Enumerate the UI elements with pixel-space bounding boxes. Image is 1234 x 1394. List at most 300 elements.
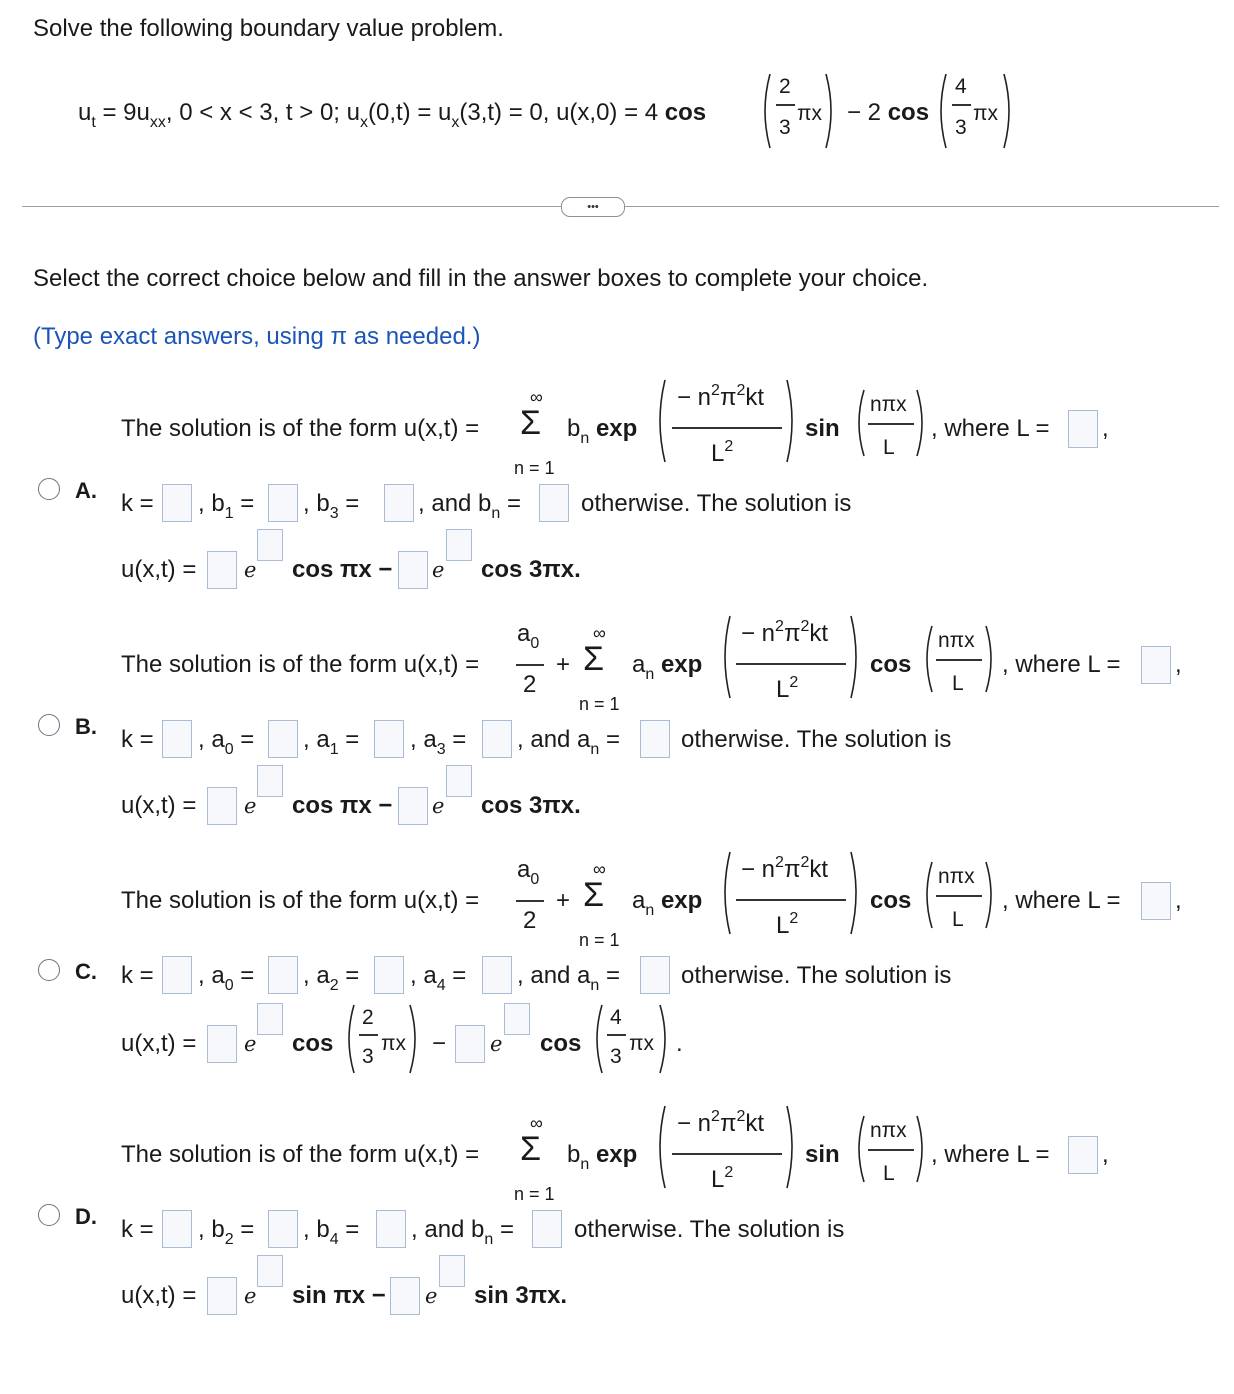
d-L-input[interactable] [1068,1136,1098,1174]
c-coef-sub: n [645,902,655,919]
a-exp-den [711,438,734,467]
c-comma0: , [198,962,205,989]
b-exp-kt: kt [809,620,829,647]
eq-sub-t: t [91,114,96,131]
a-exp-bar [672,427,782,429]
c-exp-kt: kt [809,856,829,883]
b-and-an: and a [530,726,591,753]
b-coef2-input[interactable] [398,787,428,825]
c-a0 [517,856,540,888]
left-paren-1 [760,72,772,150]
c-f2-num: 4 [610,1006,622,1029]
choice-b-letter: B. [75,714,97,739]
c-c1-a: a [316,962,330,989]
b-otherwise: otherwise. The solution is [681,726,952,753]
d-comma1: , [198,1216,205,1243]
b-exp-den-L: L [776,676,790,703]
c-c0-label [198,962,255,994]
b-exp1-input[interactable] [257,765,283,797]
c-f1-pix: πx [381,1032,406,1055]
type-hint: (Type exact answers, using π as needed.) [33,323,481,350]
b-exp2-input[interactable] [446,765,472,797]
c-period: . [676,1030,683,1057]
d-exp-den-L: L [711,1166,725,1193]
a-exp-den-L: L [711,440,725,467]
a-coef-b: b [567,415,581,442]
d-e1: e [244,1284,257,1308]
frac1-pix: πx [797,102,822,125]
b-c2-sub: 3 [436,741,446,758]
d-exp-bar [672,1153,782,1155]
d-c1-label [198,1216,255,1248]
b-arg-rparen [984,624,996,694]
a-exp-num-n: − n [677,384,712,411]
c-arg-lparen [922,860,934,930]
a-c2-label [303,490,360,522]
c-f2-bar [607,1034,626,1036]
d-exp-rparen [785,1104,797,1190]
radio-c[interactable] [38,959,60,981]
a-sum-inf: ∞ [530,387,543,407]
b-e2: e [432,794,445,818]
c-a4-input[interactable] [482,956,512,994]
eq-sub-x2: x [451,114,460,131]
a-arg-num: nπx [870,393,907,416]
a-exp-kt: kt [745,384,765,411]
c-u-label: u(x,t) = [121,1030,197,1057]
c-exp-rparen [849,850,861,936]
c-f1-den: 3 [362,1045,374,1068]
b-exp-den-sup: 2 [789,674,799,691]
a-and-label [418,490,521,522]
a-exp-pi: π [719,384,737,411]
d-exp1-input[interactable] [257,1255,283,1287]
a-k-label: k = [121,490,154,517]
eq-9u: = 9u [95,99,150,126]
d-c2-label [303,1216,360,1248]
c-arg-bar [936,895,982,897]
c-u-rparen2 [658,1003,670,1075]
b-where: , where L = [1002,651,1121,678]
a-e1: e [244,558,257,582]
b-coef [632,651,703,683]
c-coef1-input[interactable] [207,1025,237,1063]
a-c1-label [198,490,255,522]
b-comma-end: , [1175,651,1182,678]
c-exp-lparen [720,850,732,936]
c-f2-pix: πx [629,1032,654,1055]
d-coef-sub: n [580,1156,590,1173]
a-exp-sup2: 2 [736,382,746,399]
eq-sub-x1: x [359,114,368,131]
d-c2-eq: = [345,1216,360,1243]
eq-bc2: (3,t) = 0, u(x,0) = 4 [459,99,659,126]
d-comma-end: , [1102,1141,1109,1168]
a-comma1: , [198,490,205,517]
c-c0-sub: 0 [224,977,234,994]
a-comma2: , [303,490,310,517]
b-exp-num-n: − n [741,620,776,647]
c-f2-den: 3 [610,1045,622,1068]
c-a0-sub: 0 [530,871,540,888]
b-u-label: u(x,t) = [121,792,197,819]
b-a1-input[interactable] [374,720,404,758]
b-c2-label [410,726,467,758]
b-coef1-input[interactable] [207,787,237,825]
b-term2: cos 3πx. [481,792,581,819]
c-and-label [517,962,620,994]
c-exp-den-L: L [776,912,790,939]
instruction: Solve the following boundary value problem. [33,15,504,42]
a-trig: sin [805,415,840,442]
b-a0-bar [516,664,544,666]
c-minus: − [432,1030,447,1057]
a-exp-num [677,382,765,411]
b-a0-input[interactable] [268,720,298,758]
b-c1-label [303,726,360,758]
c-arg-num: nπx [938,865,975,888]
frac1-den: 3 [779,116,791,139]
a-otherwise: otherwise. The solution is [581,490,852,517]
c-u-lparen2 [592,1003,604,1075]
a-exp2-input[interactable] [446,529,472,561]
b-a0 [517,620,540,652]
more-button[interactable]: ••• [561,197,625,217]
b-a0-sub: 0 [530,635,540,652]
a-where: , where L = [931,415,1050,442]
b-exp-sup1: 2 [775,618,784,635]
d-k-input[interactable] [162,1210,192,1248]
b-c1-eq: = [345,726,360,753]
c-c0-eq: = [240,962,255,989]
b-two: 2 [523,671,537,698]
eq-domain: , 0 < x < 3, t > 0; u [165,99,360,126]
c-cos1: cos [292,1030,334,1057]
a-comma3: , [418,490,425,517]
c-a0-bar [516,900,544,902]
c-a0-a: a [517,856,531,883]
d-exp-num [677,1108,765,1137]
d-arg-num: nπx [870,1119,907,1142]
b-k-input[interactable] [162,720,192,758]
c-exp-sup1: 2 [775,854,784,871]
frac2-bar [952,104,971,106]
c-comma3: , [517,962,524,989]
d-arg-rparen [915,1114,927,1184]
a-exp1-input[interactable] [257,529,283,561]
d-arg-lparen [854,1114,866,1184]
c-exp-bar [736,899,846,901]
d-exp-lparen [655,1104,667,1190]
b-k-label: k = [121,726,154,753]
d-trig: sin [805,1141,840,1168]
c-sum-n1: n = 1 [579,930,620,950]
c-and-sub: n [590,977,600,994]
a-and-sub: n [491,505,501,522]
c-coef-a: a [632,887,646,914]
d-sum-n1: n = 1 [514,1184,555,1204]
c-trig: cos [870,887,912,914]
b-exp-sup2: 2 [800,618,810,635]
a-sum-n1: n = 1 [514,458,555,478]
d-where: , where L = [931,1141,1050,1168]
b-sum-n1: n = 1 [579,694,620,714]
c-where: , where L = [1002,887,1121,914]
b-comma0: , [198,726,205,753]
b-trig: cos [870,651,912,678]
c-c2-sub: 4 [436,977,446,994]
c-sigma: Σ [583,876,605,914]
eq-cos1: cos [664,99,707,126]
a-b1-input[interactable] [268,484,298,522]
c-exp-label: exp [660,887,703,914]
d-exp-den [711,1164,734,1193]
b-arg-lparen [922,624,934,694]
d-sigma: Σ [520,1130,542,1168]
b-c0-label [198,726,255,758]
d-b4-input[interactable] [376,1210,406,1248]
radio-b[interactable] [38,714,60,736]
c-coef2-input[interactable] [455,1025,485,1063]
d-u-label: u(x,t) = [121,1282,197,1309]
c-c0-a: a [211,962,225,989]
d-sum-inf: ∞ [530,1113,543,1133]
b-exp-bar [736,663,846,665]
b-an-input[interactable] [640,720,670,758]
a-b3-input[interactable] [384,484,414,522]
d-and-bn: and b [424,1216,485,1243]
a-u-label: u(x,t) = [121,556,197,583]
a-exp-rparen [785,378,797,464]
a-k-input[interactable] [162,484,192,522]
c-exp1-input[interactable] [257,1003,283,1035]
b-a3-input[interactable] [482,720,512,758]
a-c1-b: b [211,490,225,517]
a-c1-eq: = [240,490,255,517]
a-c2-sub: 3 [329,505,339,522]
b-and-eq: = [605,726,620,753]
d-c1-b: b [211,1216,225,1243]
a-and-eq: = [506,490,521,517]
d-comma2: , [303,1216,310,1243]
d-exp2-input[interactable] [439,1255,465,1287]
b-exp-lparen [720,614,732,700]
c-a2-input[interactable] [374,956,404,994]
b-comma2: , [410,726,417,753]
eq-bc1: (0,t) = u [367,99,452,126]
c-comma-end: , [1175,887,1182,914]
d-exp-den-sup: 2 [724,1164,734,1181]
c-e2: e [490,1032,503,1056]
c-two: 2 [523,907,537,934]
a-form-prefix: The solution is of the form u(x,t) = [121,415,480,442]
c-arg-den: L [952,908,964,931]
a-and-bn: and b [431,490,492,517]
a-comma-end: , [1102,415,1109,442]
d-and-sub: n [484,1231,494,1248]
frac2-pix: πx [973,102,998,125]
choice-a-letter: A. [75,478,97,503]
d-coef-b: b [567,1141,581,1168]
a-coef-sub: n [580,430,590,447]
c-L-input[interactable] [1141,882,1171,920]
b-e1: e [244,794,257,818]
b-c0-eq: = [240,726,255,753]
d-exp-kt: kt [745,1110,765,1137]
b-arg-den: L [952,672,964,695]
d-b2-input[interactable] [268,1210,298,1248]
b-term1: cos πx − [292,792,393,819]
b-c1-a: a [316,726,330,753]
b-exp-label: exp [660,651,703,678]
c-arg-rparen [984,860,996,930]
c-and-eq: = [605,962,620,989]
b-arg-num: nπx [938,629,975,652]
b-coef-a: a [632,651,646,678]
c-sum-inf: ∞ [593,859,606,879]
c-exp-den [776,910,799,939]
a-coef1-input[interactable] [207,551,237,589]
a-c2-b: b [316,490,330,517]
d-c2-b: b [316,1216,330,1243]
d-arg-bar [868,1149,914,1151]
d-c2-sub: 4 [329,1231,339,1248]
a-L-input[interactable] [1068,410,1098,448]
frac2-den: 3 [955,116,967,139]
b-comma1: , [303,726,310,753]
choice-d-letter: D. [75,1204,97,1229]
d-coef [567,1141,638,1173]
d-c1-eq: = [240,1216,255,1243]
b-exp-den [776,674,799,703]
d-bn-input[interactable] [532,1210,562,1248]
c-comma1: , [303,962,310,989]
eq-minus2 [847,101,929,125]
d-and-eq: = [499,1216,514,1243]
left-paren-2 [936,72,948,150]
c-u-rparen1 [408,1003,420,1075]
c-comma2: , [410,962,417,989]
d-e2: e [425,1284,438,1308]
d-exp-label: exp [595,1141,638,1168]
c-exp-num [741,854,829,883]
a-c2-eq: = [345,490,360,517]
c-a0-input[interactable] [268,956,298,994]
c-cos2: cos [540,1030,582,1057]
b-plus: + [556,651,571,678]
a-exp-lparen [655,378,667,464]
b-c2-eq: = [452,726,467,753]
c-f1-bar [359,1034,378,1036]
d-coef1-input[interactable] [207,1277,237,1315]
b-and-sub: n [590,741,600,758]
d-exp-num-n: − n [677,1110,712,1137]
d-exp-sup1: 2 [711,1108,720,1125]
d-term2: sin 3πx. [474,1282,568,1309]
c-plus: + [556,887,571,914]
d-exp-sup2: 2 [736,1108,746,1125]
c-u-lparen1 [344,1003,356,1075]
b-coef-sub: n [645,666,655,683]
d-comma3: , [411,1216,418,1243]
select-prompt: Select the correct choice below and fill in the answer boxes to complete your choice. [33,265,929,292]
d-coef2-input[interactable] [390,1277,420,1315]
radio-d[interactable] [38,1204,60,1226]
pde-equation [78,99,707,131]
a-exp-sup1: 2 [711,382,720,399]
choice-c-letter: C. [75,959,97,984]
d-and-label [411,1216,514,1248]
c-k-input[interactable] [162,956,192,994]
a-coef2-input[interactable] [398,551,428,589]
right-paren-2 [1002,72,1014,150]
c-c1-eq: = [345,962,360,989]
a-term1: cos πx − [292,556,393,583]
a-sigma: Σ [520,404,542,442]
right-paren-1 [824,72,836,150]
c-form-prefix: The solution is of the form u(x,t) = [121,887,480,914]
b-and-label [517,726,620,758]
d-arg-den: L [883,1162,895,1185]
a-e2: e [432,558,445,582]
c-and-an: and a [530,962,591,989]
b-c0-a: a [211,726,225,753]
eq-sub-xx: xx [149,114,166,131]
c-c2-a: a [423,962,437,989]
d-exp-pi: π [719,1110,737,1137]
a-exp-den-sup: 2 [724,438,734,455]
a-coef [567,415,638,447]
b-form-prefix: The solution is of the form u(x,t) = [121,651,480,678]
a-term2: cos 3πx. [481,556,581,583]
c-an-input[interactable] [640,956,670,994]
b-arg-bar [936,659,982,661]
frac1-bar [776,104,795,106]
eq-cos2: cos [887,99,930,126]
frac1-num: 2 [779,75,791,98]
frac2-num: 4 [955,75,967,98]
b-exp-pi: π [783,620,801,647]
d-term1: sin πx − [292,1282,386,1309]
c-f1-num: 2 [362,1006,374,1029]
c-c1-label [303,962,360,994]
radio-a[interactable] [38,478,60,500]
c-exp-num-n: − n [741,856,776,883]
b-L-input[interactable] [1141,646,1171,684]
b-sigma: Σ [583,640,605,678]
a-arg-bar [868,423,914,425]
minus2-text: − 2 [847,99,882,126]
c-coef [632,887,703,919]
c-exp2-input[interactable] [504,1003,530,1035]
b-c2-a: a [423,726,437,753]
c-exp-pi: π [783,856,801,883]
a-exp-label: exp [595,415,638,442]
d-form-prefix: The solution is of the form u(x,t) = [121,1141,480,1168]
b-sum-inf: ∞ [593,623,606,643]
c-e1: e [244,1032,257,1056]
c-c1-sub: 2 [329,977,339,994]
b-exp-num [741,618,829,647]
b-a0-a: a [517,620,531,647]
c-otherwise: otherwise. The solution is [681,962,952,989]
a-arg-lparen [854,388,866,458]
a-c1-sub: 1 [224,505,234,522]
c-c2-label [410,962,467,994]
a-bn-input[interactable] [539,484,569,522]
d-c1-sub: 2 [224,1231,234,1248]
b-c0-sub: 0 [224,741,234,758]
